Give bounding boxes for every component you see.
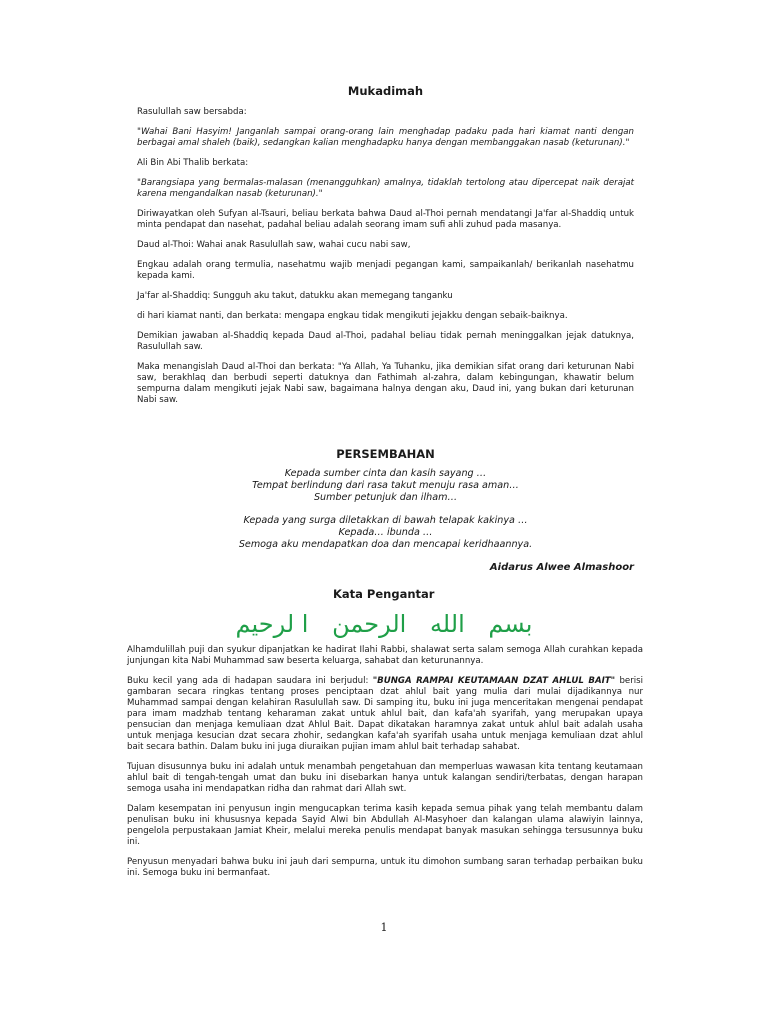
paragraph: Ali Bin Abi Thalib berkata: [137,158,249,168]
basmalah-calligraphy [0,610,768,638]
poem-stanza [137,468,634,504]
paragraph: Tujuan disusunnya buku ini adalah untuk menambah pengetahuan dan memperluas wawasan kita tentang keutamaan ahlul bait di tengah-tengah umat dan buku ini disebarkan hanya untuk kalangan sendiri/terbatas, dengan harapan semoga usaha ini mendapatkan ridha dan rahmat dari Allah swt. [127,762,643,794]
poem-stanza [137,515,634,551]
basmalah-word: الرحمن [332,610,407,638]
basmalah-word: بسم [488,610,533,638]
persembahan-section [137,448,634,574]
poem-line: Semoga aku mendapatkan doa dan mencapai keridhaannya. [238,539,533,550]
dedication-poem [137,468,634,551]
persembahan-title: PERSEMBAHAN [336,447,435,461]
text-run: berisi gambaran secara ringkas tentang proses penciptaan dzat ahlul bait yang mulia dari mulai dijadikannya nur Muhammad sampai dengan kelahiran Rasulullah saw. Di samping itu, buku ini juga menceritakan mengenai pendapat para imam madzhab tentang keharaman zakat untuk ahlul bait, dan kafa'ah syarifah, yang merupakan upaya pensucian dan menjaga kemuliaan dzat Ahlul Bait. Dapat dikatakan haramnya zakat untuk ahlul bait adalah usaha untuk menjaga kesucian dzat secara zhohir, sedangkan kafa'ah syarifah usaha untuk menjaga kemuliaan dzat ahlul bait secara bathin. Dalam buku ini juga diuraikan pujian imam ahlul bait terhadap sahabat. [127,676,643,752]
paragraph: Demikian jawaban al-Shaddiq kepada Daud al-Thoi, padahal beliau tidak pernah meninggalkan jejak datuknya, Rasulullah saw. [137,331,634,352]
paragraph: Penyusun menyadari bahwa buku ini jauh dari sempurna, untuk itu dimohon sumbang saran terhadap perbaikan buku ini. Semoga buku ini bermanfaat. [127,857,643,878]
kata-pengantar-title: Kata Pengantar [333,587,435,601]
poem-line: Sumber petunjuk dan ilham… [313,492,458,503]
poem-line: Kepada sumber cinta dan kasih sayang … [284,468,487,479]
hadith-quote: "Wahai Bani Hasyim! Janganlah sampai orang-orang lain menghadap padaku pada hari kiamat nanti dengan berbagai amal shaleh (baik), sedangkan kalian menghadapku hanya dengan membanggakan nasab (keturunan)." [137,127,634,148]
author-signature: Aidarus Alwee Almashoor [489,562,634,573]
paragraph: Daud al-Thoi: Wahai anak Rasulullah saw, wahai cucu nabi saw, [137,240,411,250]
paragraph: Engkau adalah orang termulia, nasehatmu wajib menjadi pegangan kami, sampaikanlah/ berikanlah nasehatmu kepada kami. [137,260,634,281]
poem-line: Kepada… ibunda … [338,527,433,538]
poem-line: Kepada yang surga diletakkan di bawah telapak kakinya … [243,515,528,526]
kata-pengantar-body [127,645,643,888]
paragraph: di hari kiamat nanti, dan berkata: mengapa engkau tidak mengikuti jejakku dengan sebaik-baiknya. [137,311,568,321]
paragraph: Diriwayatkan oleh Sufyan al-Tsauri, beliau berkata bahwa Daud al-Thoi pernah mendatangi Ja'far al-Shaddiq untuk minta pendapat dan nasehat, padahal beliau adalah seorang imam sufi ahli zuhud pada masanya. [137,209,634,230]
basmalah-word: ا لرحيم [235,610,309,638]
paragraph: Dalam kesempatan ini penyusun ingin mengucapkan terima kasih kepada semua pihak yang telah membantu dalam penulisan buku ini khususnya kepada Sayid Alwi bin Abdullah Al-Masyhoer dan kalangan ulama alawiyin lainnya, pengelola perpustakaan Jamiat Kheir, melalui mereka penulis mendapat banyak masukan sehingga tersusunnya buku ini. [127,804,643,847]
text-run: Buku kecil yang ada di hadapan saudara ini berjudul: [127,676,373,686]
basmalah-word: الله [429,610,465,638]
paragraph [127,676,643,753]
poem-line: Tempat berlindung dari rasa takut menuju rasa aman… [252,480,519,491]
page-number: 1 [380,921,388,934]
ali-quote: "Barangsiapa yang bermalas-malasan (menangguhkan) amalnya, tidaklah tertolong atau dipercepat naik derajat karena mengandalkan nasab (keturunan)." [137,178,634,199]
paragraph: Maka menangislah Daud al-Thoi dan berkata: "Ya Allah, Ya Tuhanku, jika demikian sifat orang dari keturunan Nabi saw, berakhlaq dan berbudi seperti datuknya dan Fathimah al-zahra, dalam kebingungan, khawatir belum sempurna dalam mengikuti jejak Nabi saw, bagaimana halnya dengan aku, Daud ini, yang bukan dari keturunan Nabi saw. [137,362,634,405]
paragraph: Rasulullah saw bersabda: [137,107,247,117]
paragraph: Alhamdulillah puji dan syukur dipanjatkan ke hadirat Ilahi Rabbi, shalawat serta salam semoga Allah curahkan kepada junjungan kita Nabi Muhammad saw beserta keluarga, sahabat dan keturunannya. [127,645,643,666]
paragraph: Ja'far al-Shaddiq: Sungguh aku takut, datukku akan memegang tanganku [137,291,453,301]
book-title: "BUNGA RAMPAI KEUTAMAAN DZAT AHLUL BAIT" [372,676,616,686]
mukadimah-title: Mukadimah [347,84,424,98]
mukadimah-section [137,86,634,415]
